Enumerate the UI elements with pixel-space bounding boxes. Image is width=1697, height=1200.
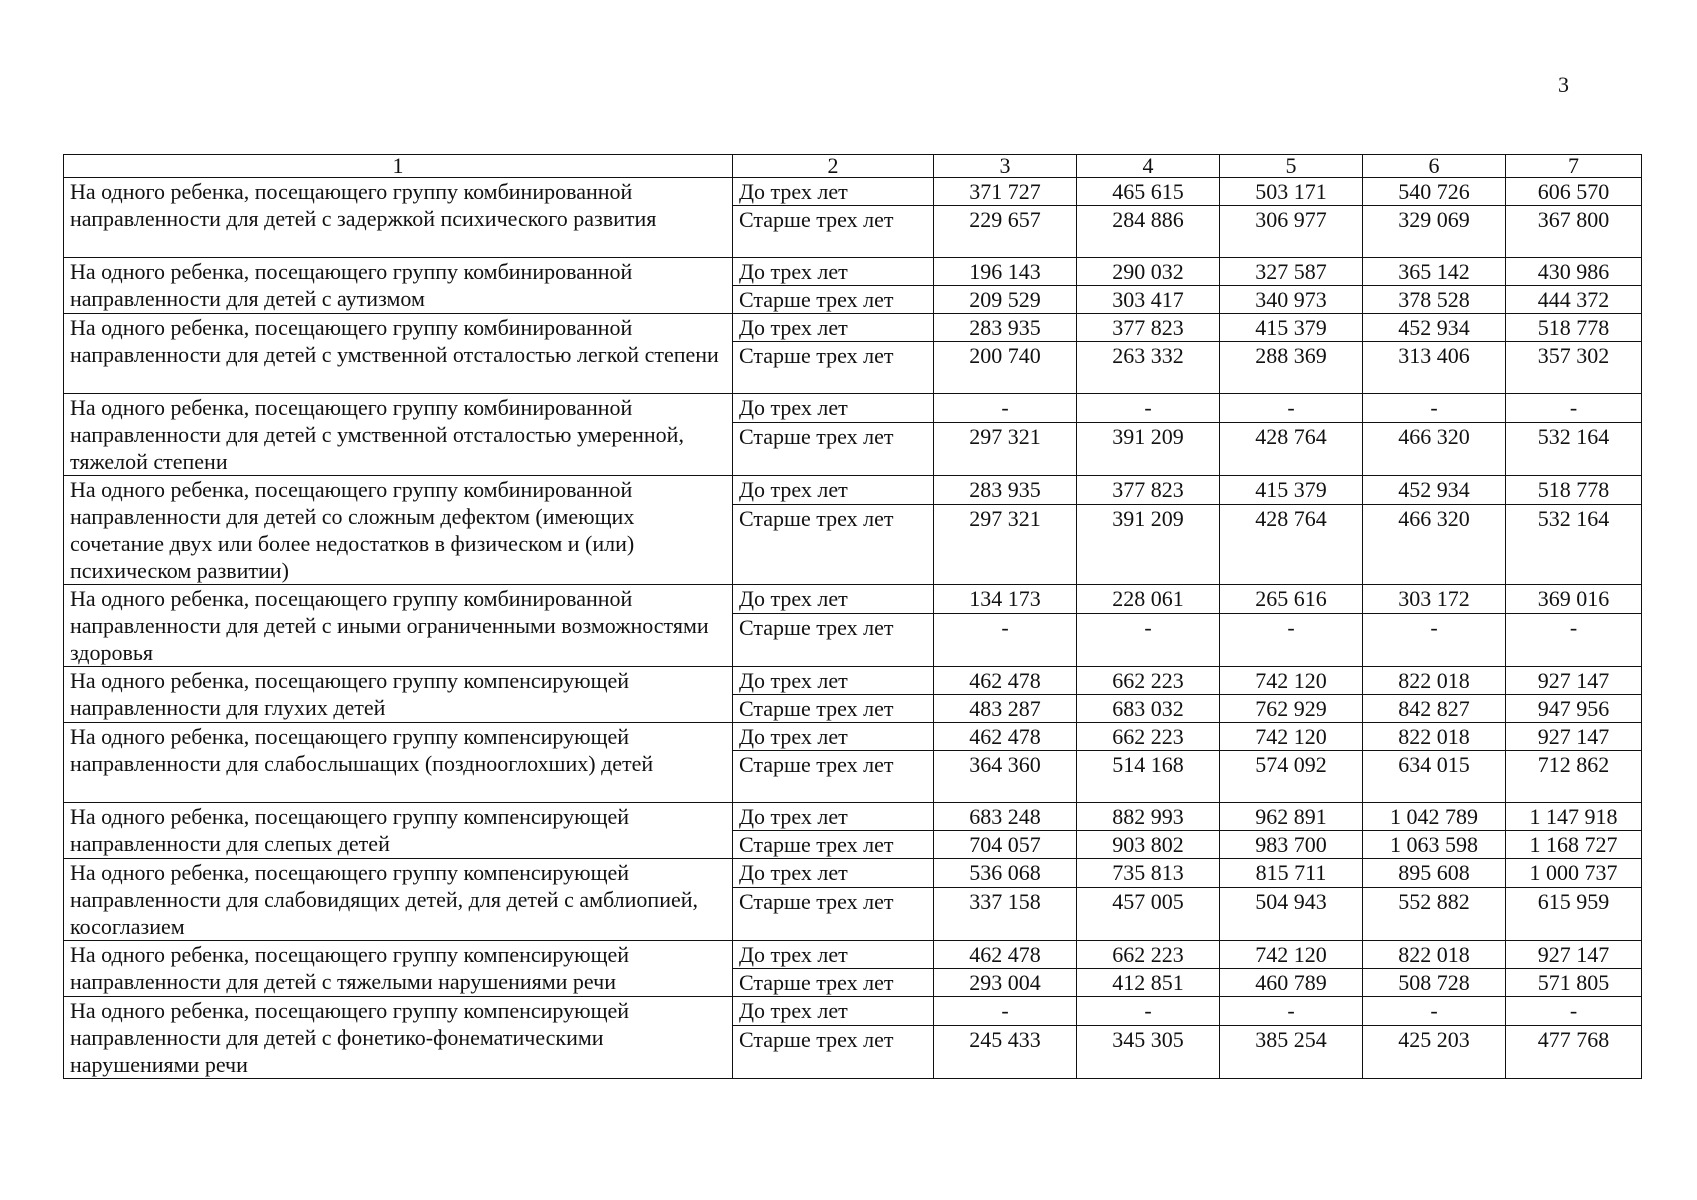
value-cell: 532 164 <box>1506 504 1642 584</box>
value-cell: 606 570 <box>1506 178 1642 206</box>
table-row <box>64 178 1642 206</box>
age-category: До трех лет <box>733 314 934 342</box>
value-cell: 327 587 <box>1220 258 1363 286</box>
value-cell: 377 823 <box>1077 476 1220 505</box>
value-cell: 927 147 <box>1506 941 1642 969</box>
group-description: На одного ребенка, посещающего группу комбинированной направленности для детей с умственной отсталостью легкой степени <box>64 314 733 394</box>
group-description: На одного ребенка, посещающего группу комбинированной направленности для детей со сложным дефектом (имеющих сочетание двух или более недостатков в физическом и (или) психическом развитии) <box>64 476 733 585</box>
value-cell: 367 800 <box>1506 206 1642 258</box>
table-row <box>64 667 1642 695</box>
value-cell: 303 172 <box>1363 585 1506 614</box>
group-description: На одного ребенка, посещающего группу компенсирующей направленности для детей с тяжелыми нарушениями речи <box>64 941 733 997</box>
value-cell: - <box>1363 394 1506 423</box>
age-category: Старше трех лет <box>733 1025 934 1078</box>
table-row <box>64 803 1642 831</box>
value-cell: 514 168 <box>1077 751 1220 803</box>
value-cell: 742 120 <box>1220 941 1363 969</box>
value-cell: 357 302 <box>1506 342 1642 394</box>
value-cell: 337 158 <box>934 887 1077 940</box>
value-cell: 391 209 <box>1077 504 1220 584</box>
value-cell: 288 369 <box>1220 342 1363 394</box>
value-cell: 712 862 <box>1506 751 1642 803</box>
value-cell: 228 061 <box>1077 585 1220 614</box>
value-cell: - <box>934 997 1077 1026</box>
age-category: До трех лет <box>733 997 934 1026</box>
value-cell: 704 057 <box>934 831 1077 859</box>
table-header <box>64 155 1642 178</box>
age-category: Старше трех лет <box>733 286 934 314</box>
value-cell: 462 478 <box>934 667 1077 695</box>
table-row <box>64 476 1642 505</box>
value-cell: 284 886 <box>1077 206 1220 258</box>
group-description: На одного ребенка, посещающего группу комбинированной направленности для детей с задержкой психического развития <box>64 178 733 258</box>
value-cell: 444 372 <box>1506 286 1642 314</box>
value-cell: 365 142 <box>1363 258 1506 286</box>
value-cell: 466 320 <box>1363 504 1506 584</box>
value-cell: 662 223 <box>1077 723 1220 751</box>
age-category: Старше трех лет <box>733 613 934 666</box>
value-cell: 503 171 <box>1220 178 1363 206</box>
group-description: На одного ребенка, посещающего группу компенсирующей направленности для глухих детей <box>64 667 733 723</box>
value-cell: - <box>1220 394 1363 423</box>
age-category: Старше трех лет <box>733 887 934 940</box>
value-cell: 415 379 <box>1220 476 1363 505</box>
value-cell: 1 042 789 <box>1363 803 1506 831</box>
group-description: На одного ребенка, посещающего группу компенсирующей направленности для слепых детей <box>64 803 733 859</box>
page-number: 3 <box>1558 72 1569 97</box>
value-cell: 345 305 <box>1077 1025 1220 1078</box>
value-cell: 369 016 <box>1506 585 1642 614</box>
age-category: До трех лет <box>733 859 934 888</box>
value-cell: - <box>934 394 1077 423</box>
age-category: До трех лет <box>733 476 934 505</box>
value-cell: - <box>1363 613 1506 666</box>
value-cell: 882 993 <box>1077 803 1220 831</box>
value-cell: 895 608 <box>1363 859 1506 888</box>
value-cell: 536 068 <box>934 859 1077 888</box>
value-cell: 229 657 <box>934 206 1077 258</box>
age-category: Старше трех лет <box>733 831 934 859</box>
value-cell: 822 018 <box>1363 941 1506 969</box>
group-description: На одного ребенка, посещающего группу комбинированной направленности для детей с умственной отсталостью умеренной, тяжелой степени <box>64 394 733 476</box>
value-cell: 290 032 <box>1077 258 1220 286</box>
value-cell: 762 929 <box>1220 695 1363 723</box>
value-cell: 457 005 <box>1077 887 1220 940</box>
value-cell: 385 254 <box>1220 1025 1363 1078</box>
column-number-6: 6 <box>1363 155 1506 178</box>
table-row <box>64 258 1642 286</box>
value-cell: - <box>1506 613 1642 666</box>
column-number-7: 7 <box>1506 155 1642 178</box>
value-cell: 615 959 <box>1506 887 1642 940</box>
value-cell: 815 711 <box>1220 859 1363 888</box>
value-cell: - <box>1077 613 1220 666</box>
value-cell: 518 778 <box>1506 314 1642 342</box>
value-cell: 460 789 <box>1220 969 1363 997</box>
age-category: До трех лет <box>733 941 934 969</box>
value-cell: - <box>1077 394 1220 423</box>
group-description: На одного ребенка, посещающего группу компенсирующей направленности для слабослышащих (позднооглохших) детей <box>64 723 733 803</box>
value-cell: 412 851 <box>1077 969 1220 997</box>
column-number-4: 4 <box>1077 155 1220 178</box>
age-category: До трех лет <box>733 585 934 614</box>
value-cell: - <box>1363 997 1506 1026</box>
age-category: До трех лет <box>733 667 934 695</box>
value-cell: 378 528 <box>1363 286 1506 314</box>
value-cell: 283 935 <box>934 314 1077 342</box>
value-cell: 134 173 <box>934 585 1077 614</box>
value-cell: 313 406 <box>1363 342 1506 394</box>
value-cell: 462 478 <box>934 723 1077 751</box>
value-cell: 377 823 <box>1077 314 1220 342</box>
header-row <box>64 155 1642 178</box>
value-cell: 283 935 <box>934 476 1077 505</box>
table-body <box>64 178 1642 1079</box>
value-cell: 200 740 <box>934 342 1077 394</box>
age-category: До трех лет <box>733 803 934 831</box>
value-cell: 329 069 <box>1363 206 1506 258</box>
table-row <box>64 723 1642 751</box>
cost-norms-table <box>63 154 1642 1079</box>
value-cell: 742 120 <box>1220 667 1363 695</box>
value-cell: 1 063 598 <box>1363 831 1506 859</box>
value-cell: 465 615 <box>1077 178 1220 206</box>
age-category: Старше трех лет <box>733 695 934 723</box>
value-cell: 245 433 <box>934 1025 1077 1078</box>
value-cell: 415 379 <box>1220 314 1363 342</box>
age-category: Старше трех лет <box>733 342 934 394</box>
value-cell: 842 827 <box>1363 695 1506 723</box>
value-cell: 532 164 <box>1506 422 1642 475</box>
value-cell: 196 143 <box>934 258 1077 286</box>
value-cell: 518 778 <box>1506 476 1642 505</box>
value-cell: 927 147 <box>1506 723 1642 751</box>
value-cell: 508 728 <box>1363 969 1506 997</box>
value-cell: 297 321 <box>934 422 1077 475</box>
group-description: На одного ребенка, посещающего группу комбинированной направленности для детей с аутизмом <box>64 258 733 314</box>
value-cell: 735 813 <box>1077 859 1220 888</box>
value-cell: 927 147 <box>1506 667 1642 695</box>
group-description: На одного ребенка, посещающего группу комбинированной направленности для детей с иными ограниченными возможностями здоровья <box>64 585 733 667</box>
value-cell: 428 764 <box>1220 504 1363 584</box>
value-cell: 662 223 <box>1077 941 1220 969</box>
value-cell: 822 018 <box>1363 667 1506 695</box>
value-cell: 574 092 <box>1220 751 1363 803</box>
column-number-2: 2 <box>733 155 934 178</box>
value-cell: 477 768 <box>1506 1025 1642 1078</box>
value-cell: 483 287 <box>934 695 1077 723</box>
value-cell: - <box>1220 997 1363 1026</box>
value-cell: 430 986 <box>1506 258 1642 286</box>
value-cell: 1 147 918 <box>1506 803 1642 831</box>
value-cell: 983 700 <box>1220 831 1363 859</box>
value-cell: 962 891 <box>1220 803 1363 831</box>
table-row <box>64 941 1642 969</box>
value-cell: 571 805 <box>1506 969 1642 997</box>
age-category: Старше трех лет <box>733 751 934 803</box>
value-cell: 742 120 <box>1220 723 1363 751</box>
value-cell: - <box>1506 394 1642 423</box>
value-cell: 391 209 <box>1077 422 1220 475</box>
table-row <box>64 394 1642 423</box>
column-number-3: 3 <box>934 155 1077 178</box>
value-cell: 1 168 727 <box>1506 831 1642 859</box>
value-cell: 425 203 <box>1363 1025 1506 1078</box>
value-cell: 371 727 <box>934 178 1077 206</box>
age-category: Старше трех лет <box>733 422 934 475</box>
value-cell: 822 018 <box>1363 723 1506 751</box>
age-category: Старше трех лет <box>733 969 934 997</box>
value-cell: 265 616 <box>1220 585 1363 614</box>
column-number-1: 1 <box>64 155 733 178</box>
value-cell: 452 934 <box>1363 314 1506 342</box>
age-category: Старше трех лет <box>733 504 934 584</box>
value-cell: 364 360 <box>934 751 1077 803</box>
value-cell: - <box>934 613 1077 666</box>
age-category: До трех лет <box>733 723 934 751</box>
table-row <box>64 859 1642 888</box>
value-cell: - <box>1506 997 1642 1026</box>
value-cell: 466 320 <box>1363 422 1506 475</box>
value-cell: 297 321 <box>934 504 1077 584</box>
value-cell: 552 882 <box>1363 887 1506 940</box>
value-cell: 662 223 <box>1077 667 1220 695</box>
age-category: До трех лет <box>733 258 934 286</box>
value-cell: 209 529 <box>934 286 1077 314</box>
value-cell: 428 764 <box>1220 422 1363 475</box>
value-cell: - <box>1077 997 1220 1026</box>
value-cell: 303 417 <box>1077 286 1220 314</box>
value-cell: 462 478 <box>934 941 1077 969</box>
group-description: На одного ребенка, посещающего группу компенсирующей направленности для детей с фонетико-фонематическими нарушениями речи <box>64 997 733 1079</box>
table-row <box>64 314 1642 342</box>
value-cell: 1 000 737 <box>1506 859 1642 888</box>
value-cell: 683 248 <box>934 803 1077 831</box>
value-cell: 504 943 <box>1220 887 1363 940</box>
column-number-5: 5 <box>1220 155 1363 178</box>
group-description: На одного ребенка, посещающего группу компенсирующей направленности для слабовидящих детей, для детей с амблиопией, косоглазием <box>64 859 733 941</box>
value-cell: 340 973 <box>1220 286 1363 314</box>
age-category: Старше трех лет <box>733 206 934 258</box>
value-cell: 540 726 <box>1363 178 1506 206</box>
value-cell: 634 015 <box>1363 751 1506 803</box>
value-cell: 947 956 <box>1506 695 1642 723</box>
table-row <box>64 585 1642 614</box>
value-cell: 293 004 <box>934 969 1077 997</box>
value-cell: - <box>1220 613 1363 666</box>
value-cell: 903 802 <box>1077 831 1220 859</box>
value-cell: 683 032 <box>1077 695 1220 723</box>
value-cell: 306 977 <box>1220 206 1363 258</box>
age-category: До трех лет <box>733 178 934 206</box>
table-row <box>64 997 1642 1026</box>
value-cell: 452 934 <box>1363 476 1506 505</box>
value-cell: 263 332 <box>1077 342 1220 394</box>
age-category: До трех лет <box>733 394 934 423</box>
